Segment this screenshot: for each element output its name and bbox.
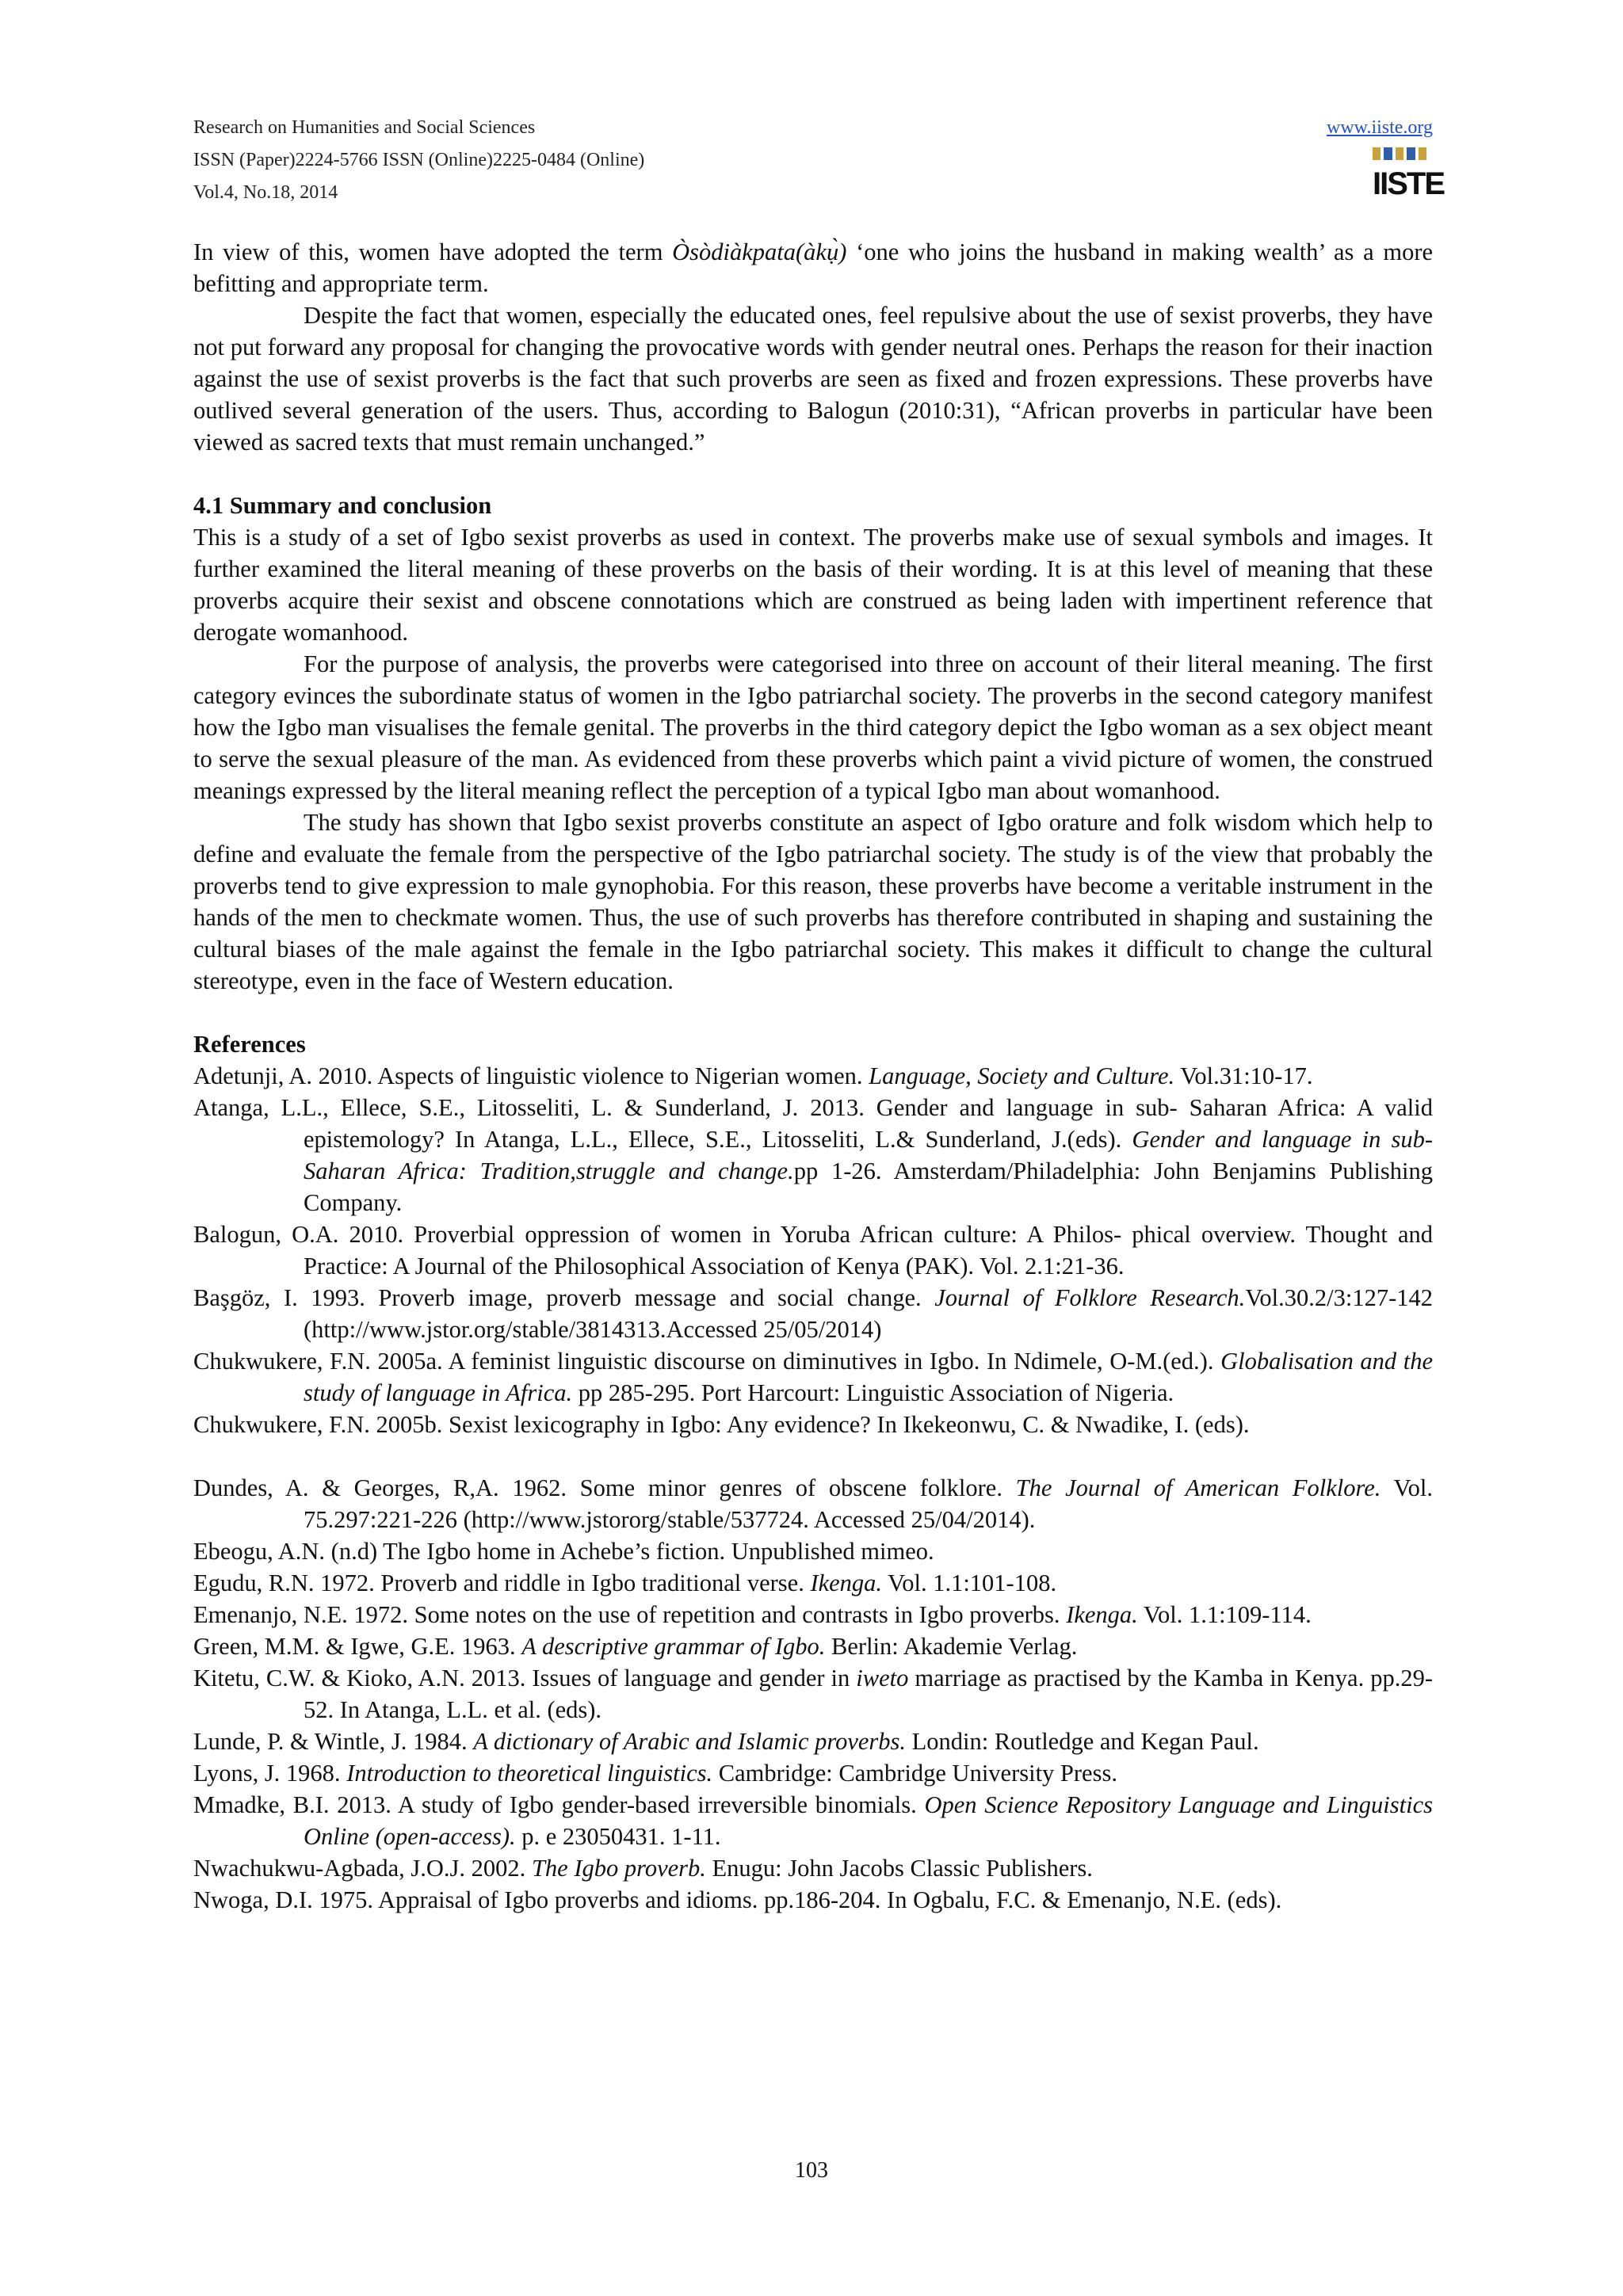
paragraph-1: In view of this, women have adopted the term Òsòdiàkpata(àkụ̀) ‘one who joins the husband in making wealth’ as a more befitting and appropriate term. xyxy=(193,238,1434,297)
issn-line: ISSN (Paper)2224-5766 ISSN (Online)2225-0484 (Online) xyxy=(193,150,645,170)
section-heading: 4.1 Summary and conclusion xyxy=(193,492,492,519)
reference-item: Nwachukwu-Agbada, J.O.J. 2002. The Igbo proverb. Enugu: John Jacobs Classic Publishers. xyxy=(193,1855,1093,1882)
reference-item: Nwoga, D.I. 1975. Appraisal of Igbo proverbs and idioms. pp.186-204. In Ogbalu, F.C. & Emenanjo, N.E. (eds). xyxy=(193,1886,1282,1913)
paragraph-3: This is a study of a set of Igbo sexist proverbs as used in context. The proverbs make use of sexual symbols and images. It further examined the literal meaning of these proverbs on the basis of their wording. It is at this level of meaning that these proverbs acquire their sexist and obscene connotations which are construed as being laden with impertinent reference that derogate womanhood. xyxy=(193,524,1433,646)
reference-item: Lunde, P. & Wintle, J. 1984. A dictionary of Arabic and Islamic proverbs. Londin: Routledge and Kegan Paul. xyxy=(193,1728,1259,1755)
reference-item: Emenanjo, N.E. 1972. Some notes on the use of repetition and contrasts in Igbo proverbs. Ikenga. Vol. 1.1:109-114. xyxy=(193,1601,1312,1628)
reference-item: Mmadke, B.I. 2013. A study of Igbo gender-based irreversible binomials. Open Science Repository Language and Linguistics Online (open-access). p. e 23050431. 1-11. xyxy=(193,1791,1433,1850)
reference-item: Adetunji, A. 2010. Aspects of linguistic violence to Nigerian women. Language, Society and Culture. Vol.31:10-17. xyxy=(193,1062,1313,1089)
page-header xyxy=(193,111,1445,214)
reference-item: Balogun, O.A. 2010. Proverbial oppression of women in Yoruba African culture: A Philos- phical overview. Thought and Practice: A Journal of the Philosophical Association of Kenya (PAK). Vol. 2.1:21-36. xyxy=(193,1221,1433,1280)
reference-item: Lyons, J. 1968. Introduction to theoretical linguistics. Cambridge: Cambridge University Press. xyxy=(193,1760,1117,1787)
reference-item: Dundes, A. & Georges, R,A. 1962. Some minor genres of obscene folklore. The Journal of American Folklore. Vol. 75.297:221-226 (http://www.jstororg/stable/537724. Accessed 25/04/2014). xyxy=(193,1474,1433,1533)
references-heading: References xyxy=(193,1031,306,1058)
reference-item: Atanga, L.L., Ellece, S.E., Litosseliti, L. & Sunderland, J. 2013. Gender and language in sub- Saharan Africa: A valid epistemology? In Atanga, L.L., Ellece, S.E., Litosseliti, L.& Sunderland, J.(eds). Gender and language in sub-Saharan Africa: Tradition,struggle and change.pp 1-26. Amsterdam/Philadelphia: John Benjamins Publishing Company. xyxy=(193,1094,1433,1216)
paragraph-5: The study has shown that Igbo sexist proverbs constitute an aspect of Igbo orature and folk wisdom which help to define and evaluate the female from the perspective of the Igbo patriarchal society. The study is of the view that probably the proverbs tend to give expression to male gynophobia. For this reason, these proverbs have become a veritable instrument in the hands of the men to checkmate women. Thus, the use of such proverbs has therefore contributed in shaping and sustaining the cultural biases of the male against the female in the Igbo patriarchal society. This makes it difficult to change the cultural stereotype, even in the face of Western education. xyxy=(193,809,1433,994)
logo-bars xyxy=(1373,147,1426,160)
reference-list xyxy=(193,1060,1433,1916)
reference-item: Chukwukere, F.N. 2005b. Sexist lexicography in Igbo: Any evidence? In Ikekeonwu, C. & Nwadike, I. (eds). xyxy=(193,1411,1250,1438)
volume-line: Vol.4, No.18, 2014 xyxy=(193,182,338,203)
main-content xyxy=(193,236,1433,1916)
reference-item: Egudu, R.N. 1972. Proverb and riddle in Igbo traditional verse. Ikenga. Vol. 1.1:101-108. xyxy=(193,1569,1057,1596)
paragraph-4: For the purpose of analysis, the proverbs were categorised into three on account of their literal meaning. The first category evinces the subordinate status of women in the Igbo patriarchal society. The proverbs in the second category manifest how the Igbo man visualises the female genital. The proverbs in the third category depict the Igbo woman as a sex object meant to serve the sexual pleasure of the man. As evidenced from these proverbs which paint a vivid picture of women, the construed meanings expressed by the literal meaning reflect the perception of a typical Igbo man about womanhood. xyxy=(193,650,1433,804)
logo-text: IISTE xyxy=(1373,166,1445,201)
reference-item: Chukwukere, F.N. 2005a. A feminist linguistic discourse on diminutives in Igbo. In Ndimele, O-M.(ed.). Globalisation and the study of language in Africa. pp 285-295. Port Harcourt: Linguistic Association of Nigeria. xyxy=(193,1348,1434,1406)
paragraph-2: Despite the fact that women, especially the educated ones, feel repulsive about the use of sexist proverbs, they have not put forward any proposal for changing the provocative words with gender neutral ones. Perhaps the reason for their inaction against the use of sexist proverbs is the fact that such proverbs are seen as fixed and frozen expressions. These proverbs have outlived several generation of the users. Thus, according to Balogun (2010:31), “African proverbs in particular have been viewed as sacred texts that must remain unchanged.” xyxy=(193,302,1433,456)
reference-item: Başgöz, I. 1993. Proverb image, proverb message and social change. Journal of Folklore Research.Vol.30.2/3:127-142 (http://www.jstor.org/stable/3814313.Accessed 25/05/2014) xyxy=(193,1284,1433,1343)
page-number: 103 xyxy=(795,2158,828,2183)
reference-item: Kitetu, C.W. & Kioko, A.N. 2013. Issues of language and gender in iweto marriage as practised by the Kamba in Kenya. pp.29-52. In Atanga, L.L. et al. (eds). xyxy=(193,1665,1433,1723)
reference-item: Ebeogu, A.N. (n.d) The Igbo home in Achebe’s fiction. Unpublished mimeo. xyxy=(193,1538,934,1565)
reference-item: Green, M.M. & Igwe, G.E. 1963. A descriptive grammar of Igbo. Berlin: Akademie Verlag. xyxy=(193,1633,1078,1660)
journal-title: Research on Humanities and Social Sciences xyxy=(193,117,536,138)
iiste-logo xyxy=(1373,147,1445,208)
journal-url-link[interactable]: www.iiste.org xyxy=(1327,117,1433,138)
igbo-term: Òsòdiàkpata(àkụ̀) xyxy=(672,238,847,265)
